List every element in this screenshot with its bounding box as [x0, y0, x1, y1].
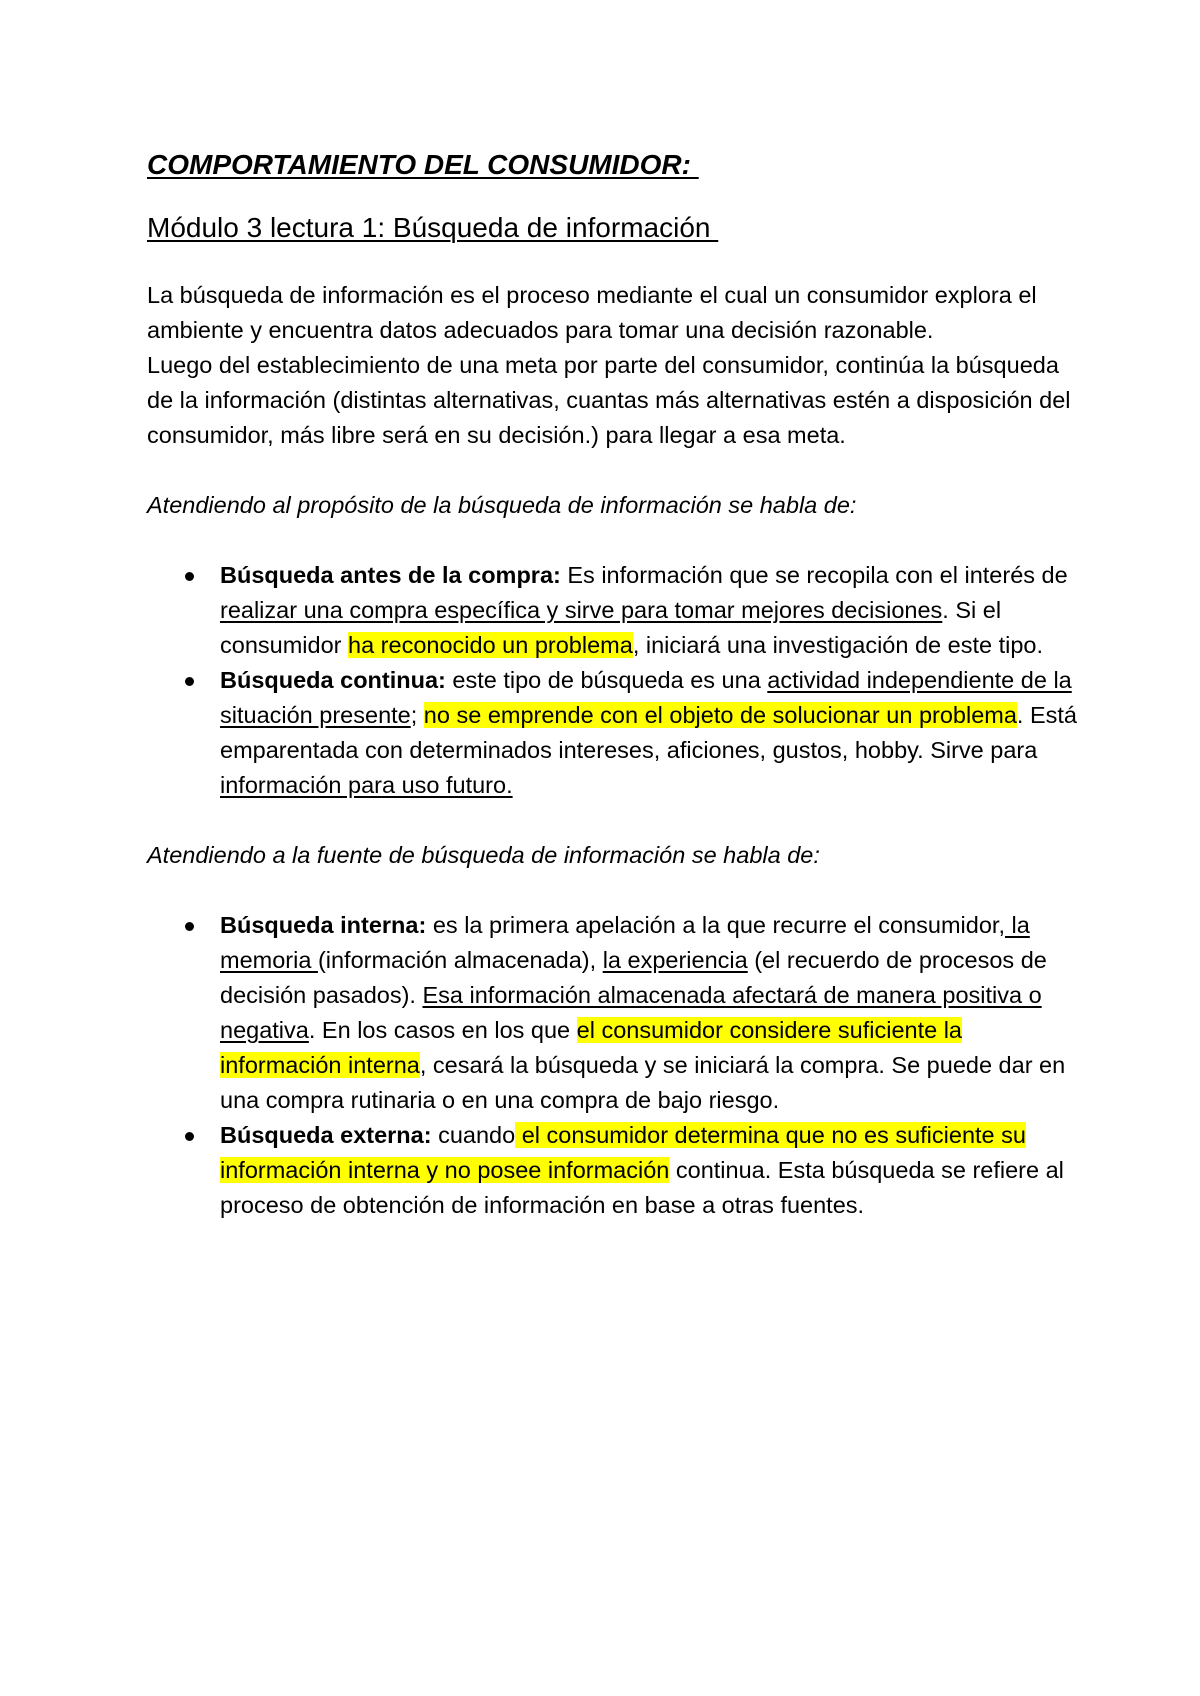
document-subtitle: Módulo 3 lectura 1: Búsqueda de información — [147, 212, 719, 243]
highlighted-text: el consumidor determina que no es suficiente su información interna y no posee información — [220, 1122, 1026, 1183]
bullet-icon — [185, 572, 194, 581]
document-page — [147, 148, 1077, 1223]
list-item-busqueda-antes-compra — [147, 558, 1077, 663]
item-text: es la primera apelación a la que recurre el consumidor, — [426, 912, 1005, 938]
item-text: (el recuerdo de procesos de decisión pasados). — [220, 947, 1047, 1008]
bullet-icon — [185, 922, 194, 931]
highlighted-text: ha reconocido un problema — [348, 632, 633, 658]
item-text: cuando — [431, 1122, 516, 1148]
highlighted-text: el consumidor considere suficiente la información interna — [220, 1017, 962, 1078]
highlighted-text: no se emprende con el objeto de solucionar un problema — [423, 702, 1017, 728]
source-bullet-list — [147, 908, 1077, 1223]
term-label: Búsqueda antes de la compra: — [220, 562, 561, 588]
underlined-text: Esa información almacenada afectará de manera positiva o negativa — [220, 982, 1042, 1043]
list-item-busqueda-externa — [147, 1118, 1077, 1223]
bullet-icon — [185, 1132, 194, 1141]
term-label: Búsqueda continua: — [220, 667, 446, 693]
item-text: , cesará la búsqueda y se iniciará la compra. Se puede dar en una compra rutinaria o en una compra de bajo riesgo. — [220, 1052, 1066, 1113]
underlined-text: la memoria — [220, 912, 1030, 973]
underlined-text: realizar una compra específica y sirve para tomar mejores decisiones — [220, 597, 943, 623]
bullet-icon — [185, 677, 194, 686]
intro-paragraph-1: La búsqueda de información es el proceso mediante el cual un consumidor explora el ambiente y encuentra datos adecuados para tomar una decisión razonable. — [147, 282, 1037, 343]
item-text: ; — [410, 702, 424, 728]
item-text: , iniciará una investigación de este tipo. — [632, 632, 1044, 658]
underlined-text: información para uso futuro. — [220, 772, 513, 798]
item-text: (información almacenada), — [317, 947, 603, 973]
intro-paragraph-2: Luego del establecimiento de una meta por parte del consumidor, continúa la búsqueda de la información (distintas alternativas, cuantas más alternativas estén a disposición del consumidor, más libre será en su decisión.) para llegar a esa meta. — [147, 352, 1071, 448]
section-heading-purpose: Atendiendo al propósito de la búsqueda de información se habla de: — [147, 492, 857, 518]
section-heading-source: Atendiendo a la fuente de búsqueda de información se habla de: — [147, 842, 820, 868]
list-item-busqueda-interna — [147, 908, 1077, 1118]
list-item-busqueda-continua — [147, 663, 1077, 803]
item-text: . En los casos en los que — [308, 1017, 577, 1043]
term-label: Búsqueda interna: — [220, 912, 427, 938]
underlined-text: la experiencia — [602, 947, 748, 973]
item-text: continua. Esta búsqueda se refiere al proceso de obtención de información en base a otras fuentes. — [220, 1157, 1064, 1218]
underlined-text: actividad independiente de la situación presente — [220, 667, 1072, 728]
term-label: Búsqueda externa: — [220, 1122, 432, 1148]
item-text: . Está emparentada con determinados intereses, aficiones, gustos, hobby. Sirve para — [220, 702, 1078, 763]
item-text: este tipo de búsqueda es una — [445, 667, 768, 693]
item-text: . Si el consumidor — [220, 597, 1002, 658]
item-text: Es información que se recopila con el interés de — [560, 562, 1068, 588]
document-title: COMPORTAMIENTO DEL CONSUMIDOR: — [147, 149, 699, 180]
purpose-bullet-list — [147, 558, 1077, 803]
